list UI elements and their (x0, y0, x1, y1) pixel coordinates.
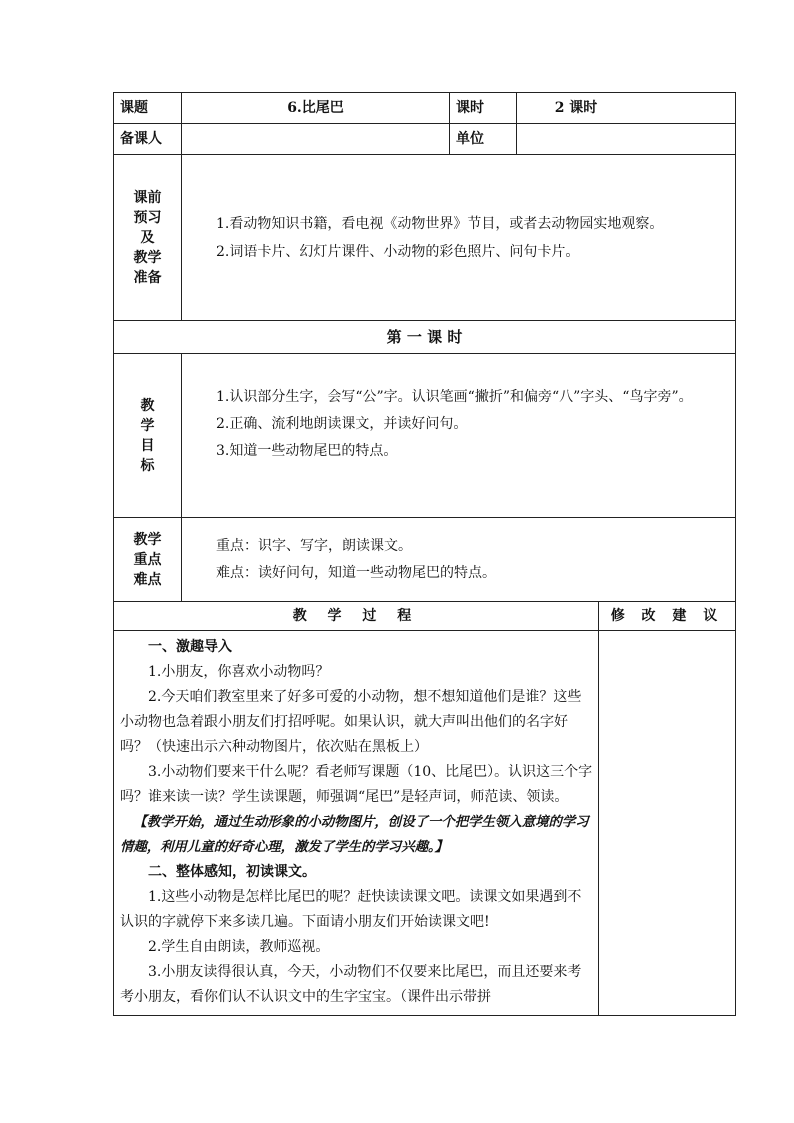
unit-value (517, 124, 736, 155)
prep-label (114, 155, 182, 321)
process-paragraph: 1.这些小动物是怎样比尾巴的呢？赶快读读课文吧。读课文如果遇到不认识的字就停下来多读几遍。下面请小朋友们开始读课文吧! (120, 889, 582, 930)
process-paragraph: 3.小动物们要来干什么呢？看老师写课题（10、比尾巴）。认识这三个字吗？谁来读一读？学生读课题，师强调“尾巴”是轻声词，师范读、领读。 (120, 764, 593, 805)
goals-content (182, 354, 736, 518)
process-paragraph: 2.今天咱们教室里来了好多可爱的小动物，想不想知道他们是谁？这些小动物也急着跟小朋友们打招呼呢。如果认识，就大声叫出他们的名字好吗？（快速出示六种动物图片，依次贴在黑板上） (120, 689, 582, 755)
prep-label-line: 及 (140, 229, 155, 246)
lesson-plan-table (113, 92, 736, 1016)
process-paragraph: 1.小朋友，你喜欢小动物吗？ (148, 664, 330, 680)
prep-label-line: 预习 (133, 209, 162, 226)
goals-label-line: 教 (140, 397, 155, 414)
revision-title: 修 改 建 议 (599, 602, 736, 631)
preparer-label: 备课人 (114, 124, 182, 155)
keypoints-label (114, 518, 182, 602)
process-paragraph: 2.学生自由朗读，教师巡视。 (148, 939, 330, 955)
process-paragraph: 3.小朋友读得很认真，今天，小动物们不仅要来比尾巴，而且还要来考考小朋友，看你们认不认识文中的生字宝宝。（课件出示带拼 (120, 964, 582, 1005)
preparer-value (182, 124, 450, 155)
process-note: 【教学开始，通过生动形象的小动物图片，创设了一个把学生领入意境的学习情趣，利用儿童的好奇心理，激发了学生的学习兴趣。】 (120, 814, 589, 855)
topic-row (114, 93, 736, 124)
goals-label-line: 标 (140, 457, 155, 474)
prep-item: 2.词语卡片、幻灯片课件、小动物的彩色照片、问句卡片。 (216, 243, 580, 260)
topic-label: 课题 (114, 93, 182, 124)
revision-content (599, 631, 736, 1016)
hours-label: 课时 (450, 93, 517, 124)
keypoints-content (182, 518, 736, 602)
prep-label-line: 教学 (133, 249, 162, 266)
goal-item: 3.知道一些动物尾巴的特点。 (216, 443, 398, 459)
hours-value: 2 课时 (517, 93, 736, 124)
unit-label: 单位 (450, 124, 517, 155)
goals-label (114, 354, 182, 518)
keypoints-label-line: 重点 (133, 551, 162, 568)
prep-item: 1.看动物知识书籍，看电视《动物世界》节目，或者去动物园实地观察。 (216, 215, 664, 232)
process-title: 教 学 过 程 (114, 602, 599, 631)
keypoint-item: 难点：读好问句，知道一些动物尾巴的特点。 (216, 564, 496, 581)
process-heading: 一、激趣导入 (148, 639, 232, 655)
prep-content (182, 155, 736, 321)
goals-label-line: 学 (140, 417, 155, 434)
process-header-row (114, 602, 736, 631)
keypoints-label-line: 教学 (133, 531, 162, 548)
goals-label-line: 目 (140, 437, 155, 454)
process-content (114, 631, 599, 1016)
keypoint-item: 重点：识字、写字，朗读课文。 (216, 537, 412, 554)
section-title: 第 一 课 时 (114, 321, 736, 354)
keypoints-row (114, 518, 736, 602)
prep-row (114, 155, 736, 321)
section-row (114, 321, 736, 354)
prep-label-line: 准备 (133, 269, 162, 286)
topic-value: 6.比尾巴 (182, 93, 450, 124)
process-heading: 二、整体感知，初读课文。 (148, 864, 316, 880)
goal-item: 1.认识部分生字，会写“公”字。认识笔画“撇折”和偏旁“八”字头、“鸟字旁”。 (216, 389, 693, 405)
process-row (114, 631, 736, 1016)
goals-row (114, 354, 736, 518)
keypoints-label-line: 难点 (133, 571, 162, 588)
preparer-row (114, 124, 736, 155)
prep-label-line: 课前 (133, 189, 162, 206)
goal-item: 2.正确、流利地朗读课文，并读好问句。 (216, 416, 468, 432)
